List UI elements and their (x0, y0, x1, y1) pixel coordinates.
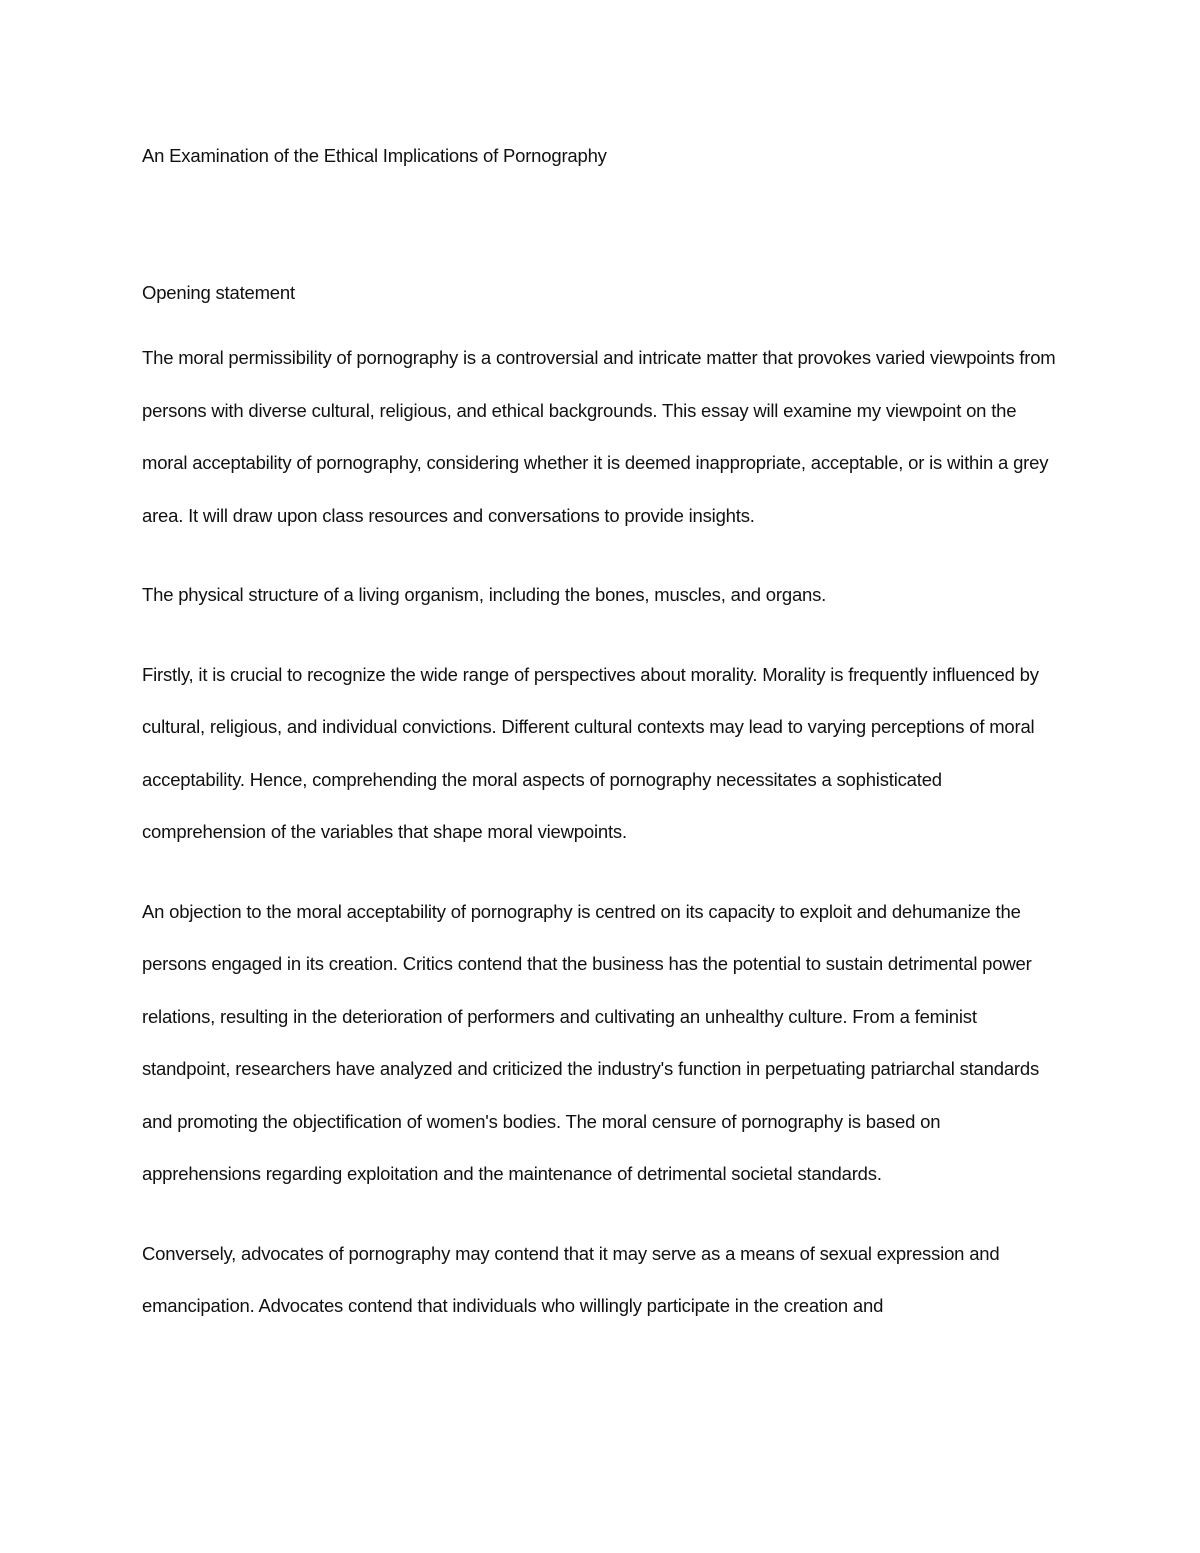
paragraph-advocates: Conversely, advocates of pornography may contend that it may serve as a means of sexual expression and emancipation. Advocates contend that individuals who willingly participate in the creation and (142, 1242, 1000, 1316)
document-body (142, 140, 1062, 1333)
document-title: An Examination of the Ethical Implications of Pornography (142, 145, 607, 166)
paragraph-objection: An objection to the moral acceptability of pornography is centred on its capacity to exploit and dehumanize the persons engaged in its creation. Critics contend that the business has the potential to sustain detrimental power relations, resulting in the deterioration of performers and cultivating an unhealthy culture. From a feminist standpoint, researchers have analyzed and criticized the industry's function in perpetuating patriarchal standards and promoting the objectification of women's bodies. The moral censure of pornography is based on apprehensions regarding exploitation and the maintenance of detrimental societal standards. (142, 900, 1040, 1184)
section-heading: Opening statement (142, 282, 295, 303)
paragraph-anatomy: The physical structure of a living organism, including the bones, muscles, and organs. (142, 584, 827, 605)
paragraph-intro: The moral permissibility of pornography is a controversial and intricate matter that provokes varied viewpoints from persons with diverse cultural, religious, and ethical backgrounds. This essay will examine my viewpoint on the moral acceptability of pornography, considering whether it is deemed inappropriate, acceptable, or is within a grey area. It will draw upon class resources and conversations to provide insights. (142, 347, 1056, 526)
paragraph-perspectives: Firstly, it is crucial to recognize the wide range of perspectives about morality. Morality is frequently influenced by cultural, religious, and individual convictions. Different cultural contexts may lead to varying perceptions of moral acceptability. Hence, comprehending the moral aspects of pornography necessitates a sophisticated comprehension of the variables that shape moral viewpoints. (142, 663, 1039, 842)
